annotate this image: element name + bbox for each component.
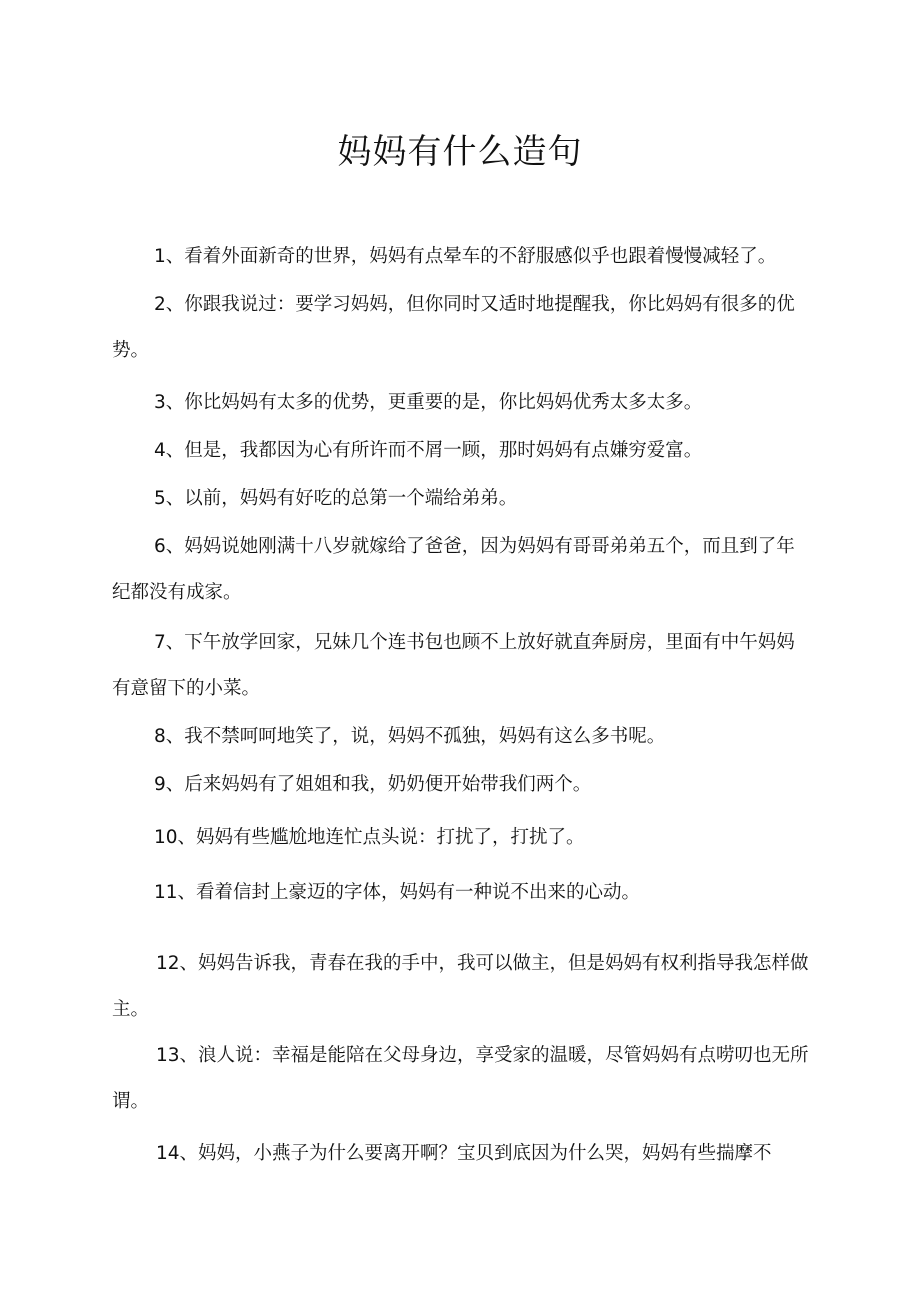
sentence-8: 8、我不禁呵呵地笑了，说，妈妈不孤独，妈妈有这么多书呢。 xyxy=(154,726,666,747)
sentence-10: 10、妈妈有些尴尬地连忙点头说：打扰了，打扰了。 xyxy=(154,827,585,848)
sentence-5: 5、以前，妈妈有好吃的总第一个端给弟弟。 xyxy=(154,488,518,509)
document-title: 妈妈有什么造句 xyxy=(337,132,583,172)
sentence-6: 6、妈妈说她刚满十八岁就嫁给了爸爸，因为妈妈有哥哥弟弟五个，而且到了年纪都没有成家。 xyxy=(112,536,795,603)
sentence-11: 11、看着信封上豪迈的字体，妈妈有一种说不出来的心动。 xyxy=(154,882,641,903)
sentence-9: 9、后来妈妈有了姐姐和我，奶奶便开始带我们两个。 xyxy=(154,774,592,795)
sentence-4: 4、但是，我都因为心有所许而不屑一顾，那时妈妈有点嫌穷爱富。 xyxy=(154,440,703,461)
sentence-13: 13、浪人说：幸福是能陪在父母身边，享受家的温暖，尽管妈妈有点唠叨也无所谓。 xyxy=(112,1045,809,1112)
sentence-2: 2、你跟我说过：要学习妈妈，但你同时又适时地提醒我，你比妈妈有很多的优势。 xyxy=(112,294,795,361)
sentence-14: 14、妈妈，小燕子为什么要离开啊？宝贝到底因为什么哭，妈妈有些揣摩不 xyxy=(156,1143,772,1164)
sentence-7: 7、下午放学回家，兄妹几个连书包也顾不上放好就直奔厨房，里面有中午妈妈有意留下的小菜。 xyxy=(112,632,795,699)
sentence-12: 12、妈妈告诉我，青春在我的手中，我可以做主，但是妈妈有权利指导我怎样做主。 xyxy=(112,953,809,1020)
sentence-3: 3、你比妈妈有太多的优势，更重要的是，你比妈妈优秀太多太多。 xyxy=(154,392,703,413)
sentence-1: 1、看着外面新奇的世界，妈妈有点晕车的不舒服感似乎也跟着慢慢减轻了。 xyxy=(154,246,777,267)
